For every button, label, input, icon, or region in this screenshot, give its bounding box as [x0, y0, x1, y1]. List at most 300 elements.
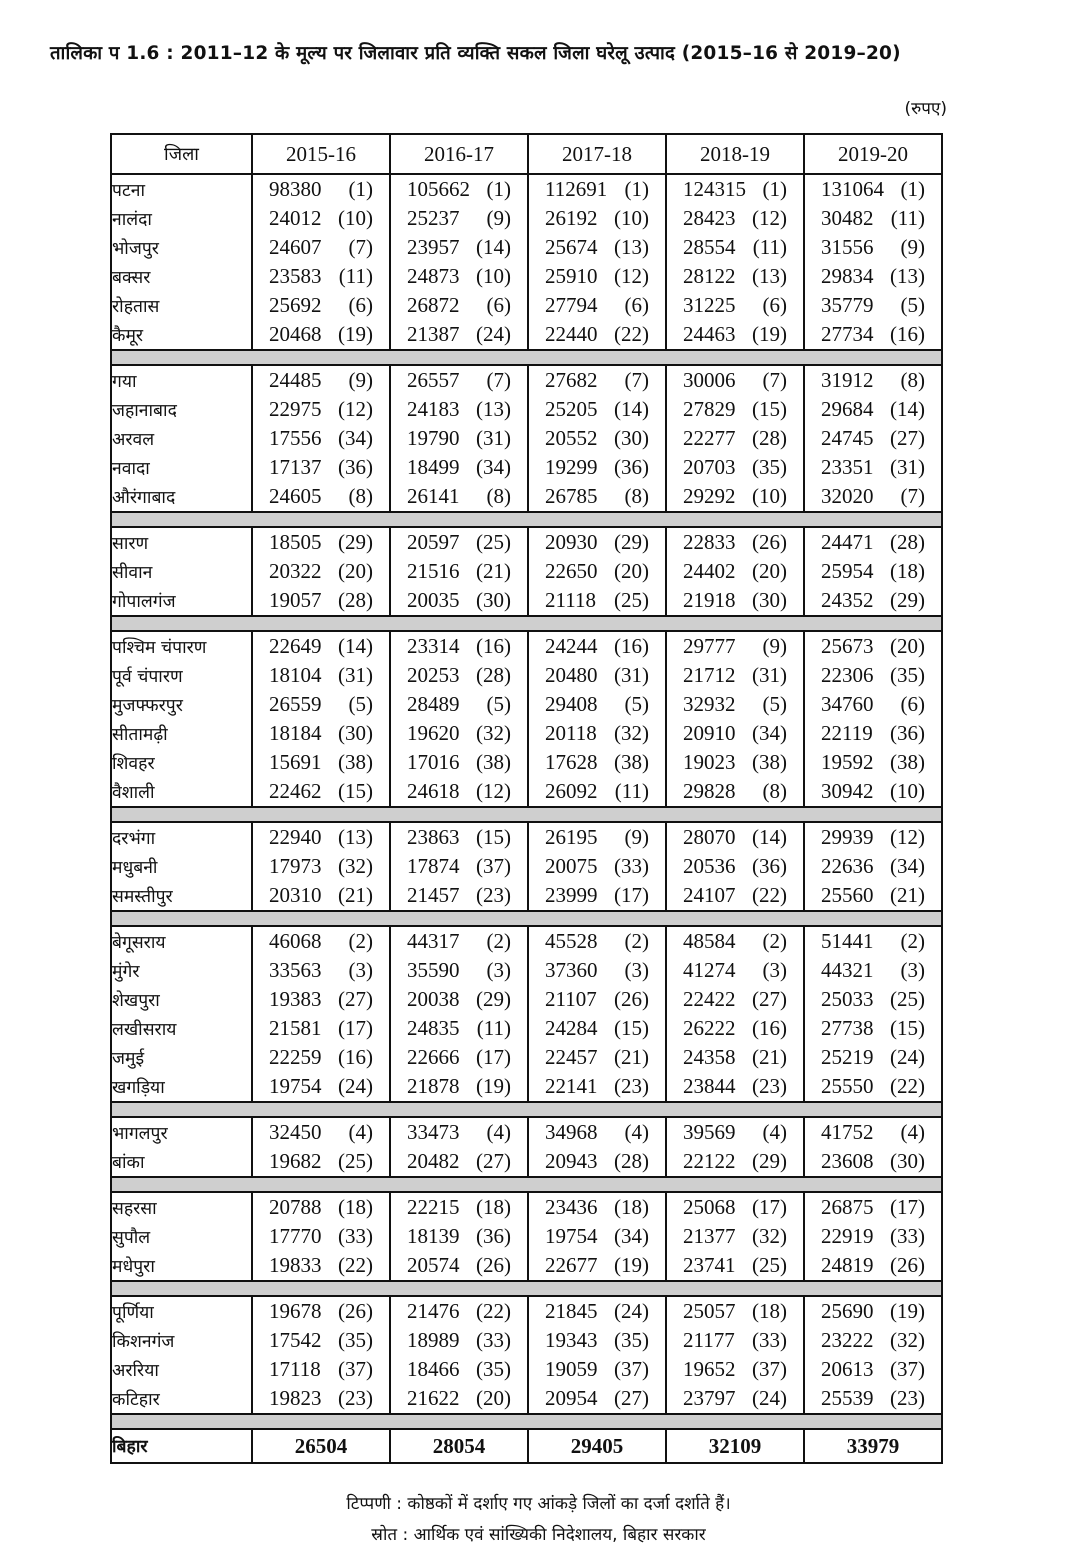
value-cell: [804, 956, 942, 985]
gdp-value: 21377: [683, 1224, 736, 1248]
gdp-value: 20954: [545, 1386, 598, 1410]
rank-value: (15): [890, 1016, 925, 1040]
gdp-value: 21581: [269, 1016, 322, 1040]
gdp-value: 24873: [407, 264, 460, 288]
value-cell: [666, 852, 804, 881]
value-cell: [390, 1251, 528, 1281]
gdp-value: 22940: [269, 825, 322, 849]
gdp-value: 23222: [821, 1328, 874, 1352]
value-cell: [528, 365, 666, 395]
rank-value: (38): [614, 750, 649, 774]
gdp-value: 29684: [821, 397, 874, 421]
gdp-value: 33563: [269, 958, 322, 982]
group-separator: [111, 1281, 942, 1296]
gdp-value: 51441: [821, 929, 874, 953]
gdp-value: 23351: [821, 455, 874, 479]
value-cell: [804, 174, 942, 204]
value-cell: [666, 926, 804, 956]
gdp-value: 31556: [821, 235, 874, 259]
gdp-value: 98380: [269, 177, 322, 201]
gdp-value: 24618: [407, 779, 460, 803]
rank-value: (13): [752, 264, 787, 288]
value-cell: [252, 424, 390, 453]
value-cell: [666, 424, 804, 453]
rank-value: (22): [614, 322, 649, 346]
value-cell: [666, 1072, 804, 1102]
table-row: [111, 719, 942, 748]
value-cell: [390, 631, 528, 661]
rank-value: (17): [752, 1195, 787, 1219]
group-separator: [111, 512, 942, 527]
gdp-value: 22141: [545, 1074, 598, 1098]
gdp-value: 20038: [407, 987, 460, 1011]
value-cell: [252, 748, 390, 777]
gdp-value: 25910: [545, 264, 598, 288]
value-cell: [390, 174, 528, 204]
value-cell: [528, 1072, 666, 1102]
table-row: [111, 204, 942, 233]
value-cell: [804, 631, 942, 661]
gdp-value: 44317: [407, 929, 460, 953]
value-cell: [666, 204, 804, 233]
rank-value: (23): [614, 1074, 649, 1098]
header-year: 2019-20: [804, 134, 942, 174]
value-cell: [390, 1384, 528, 1414]
rank-value: (15): [614, 1016, 649, 1040]
table-title: तालिका प 1.6 : 2011–12 के मूल्य पर जिलावार प्रति व्यक्ति सकल जिला घरेलू उत्पाद (2015–16 से 2019–20): [50, 43, 901, 64]
gdp-value: 25205: [545, 397, 598, 421]
rank-value: (16): [752, 1016, 787, 1040]
gdp-value: 21878: [407, 1074, 460, 1098]
district-name: सुपौल: [111, 1222, 252, 1251]
gdp-value: 25068: [683, 1195, 736, 1219]
rank-value: (34): [890, 854, 925, 878]
gdp-value: 41752: [821, 1120, 874, 1144]
rank-value: (11): [338, 264, 373, 288]
value-cell: [804, 822, 942, 852]
table-row: [111, 661, 942, 690]
rank-value: (33): [476, 1328, 511, 1352]
value-cell: [528, 1147, 666, 1177]
table-row: [111, 1251, 942, 1281]
gdp-value: 21516: [407, 559, 460, 583]
value-cell: [666, 586, 804, 616]
district-name: जहानाबाद: [111, 395, 252, 424]
gdp-value: 22919: [821, 1224, 874, 1248]
value-cell: [528, 1192, 666, 1222]
gdp-value: 18139: [407, 1224, 460, 1248]
gdp-value: 18104: [269, 663, 322, 687]
value-cell: [528, 985, 666, 1014]
gdp-value: 22306: [821, 663, 874, 687]
table-row: [111, 453, 942, 482]
gdp-value: 31225: [683, 293, 736, 317]
gdp-value: 29828: [683, 779, 736, 803]
value-cell: [252, 1222, 390, 1251]
gdp-value: 27682: [545, 368, 598, 392]
rank-value: (7): [900, 484, 925, 508]
district-name: औरंगाबाद: [111, 482, 252, 512]
value-cell: [804, 1043, 942, 1072]
value-cell: [666, 233, 804, 262]
rank-value: (8): [624, 484, 649, 508]
gdp-value: 23741: [683, 1253, 736, 1277]
district-name: सीवान: [111, 557, 252, 586]
value-cell: [252, 690, 390, 719]
value-cell: [666, 527, 804, 557]
gdp-value: 17137: [269, 455, 322, 479]
table-row: [111, 1222, 942, 1251]
rank-value: (33): [890, 1224, 925, 1248]
rank-value: (4): [486, 1120, 511, 1144]
district-gdp-table: [110, 133, 943, 1464]
value-cell: [252, 926, 390, 956]
table-row: [111, 956, 942, 985]
rank-value: (10): [614, 206, 649, 230]
rank-value: (23): [476, 883, 511, 907]
rank-value: (20): [890, 634, 925, 658]
value-cell: [804, 586, 942, 616]
gdp-value: 21387: [407, 322, 460, 346]
value-cell: [528, 631, 666, 661]
district-name: दरभंगा: [111, 822, 252, 852]
gdp-value: 44321: [821, 958, 874, 982]
value-cell: [390, 1043, 528, 1072]
rank-value: (35): [614, 1328, 649, 1352]
value-cell: [390, 204, 528, 233]
value-cell: [528, 1384, 666, 1414]
rank-value: (34): [614, 1224, 649, 1248]
value-cell: [528, 527, 666, 557]
district-name: गोपालगंज: [111, 586, 252, 616]
rank-value: (6): [762, 293, 787, 317]
gdp-value: 19682: [269, 1149, 322, 1173]
rank-value: (12): [614, 264, 649, 288]
table-row: [111, 1296, 942, 1326]
gdp-value: 19833: [269, 1253, 322, 1277]
gdp-value: 31912: [821, 368, 874, 392]
rank-value: (2): [762, 929, 787, 953]
value-cell: [390, 661, 528, 690]
value-cell: [666, 453, 804, 482]
value-cell: [804, 527, 942, 557]
value-cell: [390, 424, 528, 453]
gdp-value: 23583: [269, 264, 322, 288]
rank-value: (9): [624, 825, 649, 849]
rank-value: (31): [476, 426, 511, 450]
source-note: स्रोत : आर्थिक एवं सांख्यिकी निदेशालय, बिहार सरकार: [371, 1525, 706, 1545]
value-cell: [528, 1014, 666, 1043]
gdp-value: 28554: [683, 235, 736, 259]
value-cell: [252, 1014, 390, 1043]
value-cell: [252, 661, 390, 690]
gdp-value: 22975: [269, 397, 322, 421]
gdp-value: 21712: [683, 663, 736, 687]
rank-value: (27): [752, 987, 787, 1011]
value-cell: [390, 881, 528, 911]
value-cell: [804, 320, 942, 350]
value-cell: [528, 748, 666, 777]
district-name: किशनगंज: [111, 1326, 252, 1355]
table-row: [111, 1072, 942, 1102]
rank-value: (26): [752, 530, 787, 554]
rank-value: (30): [890, 1149, 925, 1173]
rank-value: (21): [890, 883, 925, 907]
rank-value: (19): [890, 1299, 925, 1323]
gdp-value: 32932: [683, 692, 736, 716]
value-cell: [666, 174, 804, 204]
header-year: 2017-18: [528, 134, 666, 174]
value-cell: [390, 233, 528, 262]
total-label: बिहार: [111, 1429, 252, 1463]
rank-value: (32): [476, 721, 511, 745]
gdp-value: 19620: [407, 721, 460, 745]
district-name: सहरसा: [111, 1192, 252, 1222]
value-cell: [252, 320, 390, 350]
rank-value: (18): [614, 1195, 649, 1219]
value-cell: [252, 233, 390, 262]
value-cell: [528, 852, 666, 881]
district-name: वैशाली: [111, 777, 252, 807]
header-year: 2016-17: [390, 134, 528, 174]
gdp-value: 20480: [545, 663, 598, 687]
gdp-value: 24352: [821, 588, 874, 612]
rank-value: (27): [890, 426, 925, 450]
gdp-value: 22833: [683, 530, 736, 554]
gdp-value: 20322: [269, 559, 322, 583]
unit-label: (रुपए): [904, 99, 947, 119]
gdp-value: 20035: [407, 588, 460, 612]
gdp-value: 24463: [683, 322, 736, 346]
table-row: [111, 262, 942, 291]
gdp-value: 25954: [821, 559, 874, 583]
gdp-value: 29777: [683, 634, 736, 658]
rank-value: (10): [752, 484, 787, 508]
gdp-value: 19754: [269, 1074, 322, 1098]
value-cell: [528, 1296, 666, 1326]
value-cell: [528, 956, 666, 985]
table-body: [111, 174, 942, 1463]
rank-value: (3): [762, 958, 787, 982]
value-cell: [666, 395, 804, 424]
table-row: [111, 586, 942, 616]
gdp-value: 20552: [545, 426, 598, 450]
value-cell: [666, 631, 804, 661]
value-cell: [804, 365, 942, 395]
rank-value: (6): [348, 293, 373, 317]
gdp-value: 23608: [821, 1149, 874, 1173]
gdp-value: 25692: [269, 293, 322, 317]
table-row: [111, 985, 942, 1014]
rank-value: (38): [890, 750, 925, 774]
gdp-value: 20468: [269, 322, 322, 346]
table-row: [111, 1014, 942, 1043]
rank-value: (5): [900, 293, 925, 317]
rank-value: (21): [476, 559, 511, 583]
value-cell: [252, 174, 390, 204]
separator-cell: [111, 1102, 942, 1117]
gdp-value: 28122: [683, 264, 736, 288]
value-cell: [666, 881, 804, 911]
table-row: [111, 1326, 942, 1355]
district-name: पूर्व चंपारण: [111, 661, 252, 690]
gdp-value: 28423: [683, 206, 736, 230]
gdp-value: 24012: [269, 206, 322, 230]
value-cell: [804, 1147, 942, 1177]
gdp-value: 20075: [545, 854, 598, 878]
rank-value: (15): [752, 397, 787, 421]
rank-value: (35): [890, 663, 925, 687]
gdp-value: 24485: [269, 368, 322, 392]
value-cell: [804, 262, 942, 291]
rank-value: (28): [338, 588, 373, 612]
gdp-value: 26557: [407, 368, 460, 392]
gdp-value: 17973: [269, 854, 322, 878]
gdp-value: 17874: [407, 854, 460, 878]
value-cell: [666, 1014, 804, 1043]
gdp-value: 23436: [545, 1195, 598, 1219]
value-cell: [666, 557, 804, 586]
value-cell: [252, 365, 390, 395]
gdp-value: 24107: [683, 883, 736, 907]
value-cell: [666, 1117, 804, 1147]
rank-value: (13): [614, 235, 649, 259]
rank-value: (35): [338, 1328, 373, 1352]
gdp-value: 124315: [683, 177, 746, 201]
rank-value: (3): [624, 958, 649, 982]
value-cell: [804, 748, 942, 777]
gdp-value: 46068: [269, 929, 322, 953]
rank-value: (15): [476, 825, 511, 849]
gdp-value: 41274: [683, 958, 736, 982]
rank-value: (18): [752, 1299, 787, 1323]
rank-value: (25): [338, 1149, 373, 1173]
gdp-value: 39569: [683, 1120, 736, 1144]
gdp-value: 22677: [545, 1253, 598, 1277]
value-cell: [804, 926, 942, 956]
rank-value: (33): [614, 854, 649, 878]
district-name: मधुबनी: [111, 852, 252, 881]
rank-value: (37): [752, 1357, 787, 1381]
value-cell: [804, 852, 942, 881]
rank-value: (25): [890, 987, 925, 1011]
value-cell: [804, 719, 942, 748]
gdp-value: 20943: [545, 1149, 598, 1173]
value-cell: [390, 719, 528, 748]
gdp-value: 24284: [545, 1016, 598, 1040]
gdp-value: 27829: [683, 397, 736, 421]
value-cell: [390, 748, 528, 777]
value-cell: [804, 291, 942, 320]
gdp-value: 24358: [683, 1045, 736, 1069]
rank-value: (7): [762, 368, 787, 392]
rank-value: (6): [624, 293, 649, 317]
table-row: [111, 1147, 942, 1177]
group-separator: [111, 1177, 942, 1192]
rank-value: (17): [476, 1045, 511, 1069]
value-cell: [390, 926, 528, 956]
rank-value: (28): [752, 426, 787, 450]
gdp-value: 17016: [407, 750, 460, 774]
district-name: पश्चिम चंपारण: [111, 631, 252, 661]
gdp-value: 21118: [545, 588, 596, 612]
rank-value: (36): [890, 721, 925, 745]
table-row: [111, 365, 942, 395]
value-cell: [390, 956, 528, 985]
district-name: मुजफ्फरपुर: [111, 690, 252, 719]
value-cell: [528, 1326, 666, 1355]
rank-value: (26): [476, 1253, 511, 1277]
gdp-value: 21622: [407, 1386, 460, 1410]
header-year: 2015-16: [252, 134, 390, 174]
table-row: [111, 482, 942, 512]
rank-value: (12): [476, 779, 511, 803]
gdp-value: 26092: [545, 779, 598, 803]
rank-value: (32): [338, 854, 373, 878]
rank-value: (11): [752, 235, 787, 259]
value-cell: [666, 1043, 804, 1072]
value-cell: [528, 453, 666, 482]
table-row: [111, 748, 942, 777]
district-name: सारण: [111, 527, 252, 557]
rank-value: (28): [614, 1149, 649, 1173]
rank-value: (5): [486, 692, 511, 716]
value-cell: [528, 424, 666, 453]
rank-value: (1): [624, 177, 649, 201]
gdp-value: 24745: [821, 426, 874, 450]
group-separator: [111, 807, 942, 822]
value-cell: [390, 1192, 528, 1222]
gdp-value: 21457: [407, 883, 460, 907]
table-row: [111, 424, 942, 453]
gdp-value: 26192: [545, 206, 598, 230]
district-name: भोजपुर: [111, 233, 252, 262]
district-name: अररिया: [111, 1355, 252, 1384]
gdp-value: 17556: [269, 426, 322, 450]
value-cell: [666, 1326, 804, 1355]
rank-value: (13): [476, 397, 511, 421]
rank-value: (4): [762, 1120, 787, 1144]
rank-value: (5): [624, 692, 649, 716]
rank-value: (1): [486, 177, 511, 201]
gdp-value: 19057: [269, 588, 322, 612]
total-value: 29405: [528, 1429, 666, 1463]
value-cell: [390, 291, 528, 320]
value-cell: [804, 1117, 942, 1147]
value-cell: [252, 557, 390, 586]
rank-value: (28): [890, 530, 925, 554]
rank-value: (16): [476, 634, 511, 658]
district-name: शेखपुरा: [111, 985, 252, 1014]
rank-value: (23): [752, 1074, 787, 1098]
gdp-value: 22649: [269, 634, 322, 658]
gdp-value: 26875: [821, 1195, 874, 1219]
value-cell: [252, 631, 390, 661]
gdp-value: 23863: [407, 825, 460, 849]
rank-value: (3): [486, 958, 511, 982]
gdp-value: 28489: [407, 692, 460, 716]
gdp-value: 20703: [683, 455, 736, 479]
rank-value: (19): [338, 322, 373, 346]
value-cell: [390, 777, 528, 807]
gdp-value: 26872: [407, 293, 460, 317]
value-cell: [666, 777, 804, 807]
rank-value: (4): [900, 1120, 925, 1144]
value-cell: [252, 1355, 390, 1384]
rank-value: (8): [486, 484, 511, 508]
gdp-value: 25560: [821, 883, 874, 907]
rank-value: (23): [890, 1386, 925, 1410]
